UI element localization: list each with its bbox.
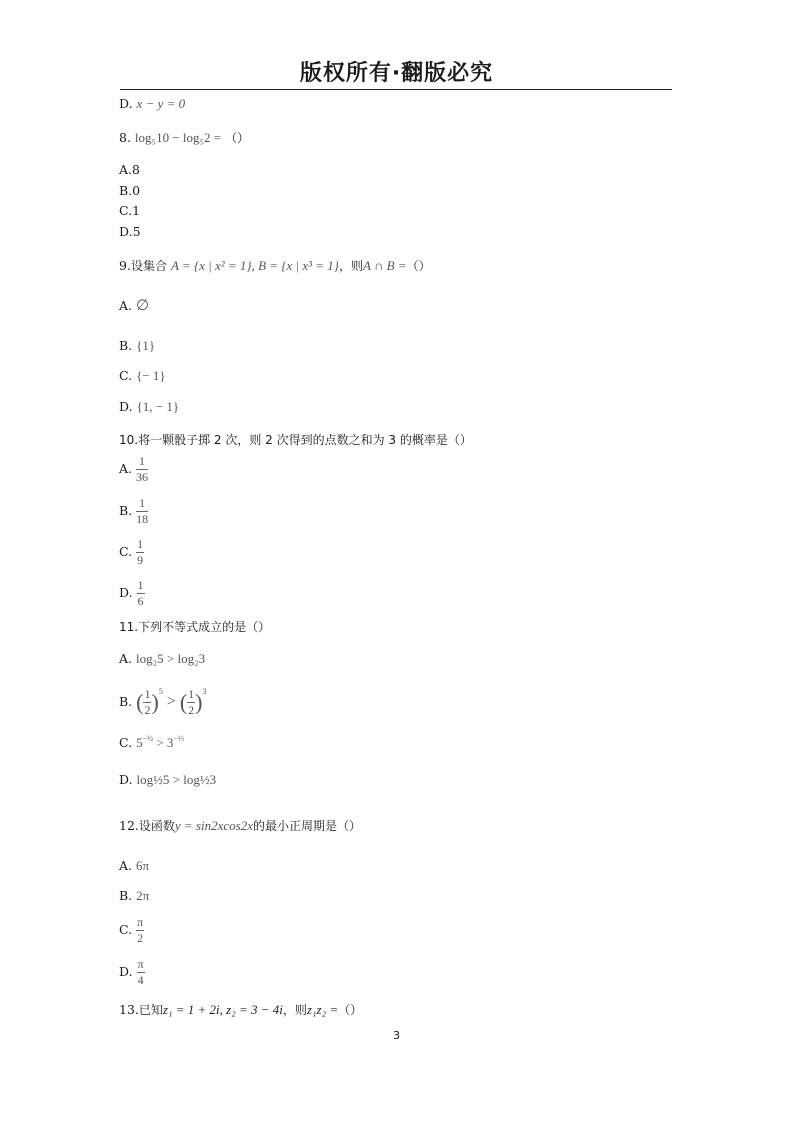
option-label: D. (119, 772, 133, 787)
q12-option-b (119, 888, 149, 904)
option-value: 2π (136, 888, 150, 903)
option-label: A. (119, 461, 133, 476)
option-label: C. (119, 544, 133, 559)
q13-stem (119, 1002, 362, 1018)
option-label: B. (119, 338, 133, 353)
option-label: C. (119, 922, 133, 937)
question-text: ，则 (282, 1003, 307, 1017)
q9-option-b (119, 338, 155, 354)
fraction (136, 497, 148, 526)
q8-option-a (119, 162, 140, 178)
option-label: D. (119, 585, 133, 600)
question-number: 11. (119, 620, 139, 634)
option-expr: x − y = 0 (136, 96, 186, 111)
option-label: C. (119, 203, 133, 218)
page-header-title: 版权所有·翻版必究 (299, 61, 494, 86)
numerator: 1 (139, 496, 146, 510)
q12-option-d (119, 958, 145, 987)
denominator: 36 (136, 470, 148, 484)
question-text: 将一颗骰子掷 2 次，则 2 次得到的点数之和为 3 的概率是（） (138, 433, 472, 447)
question-number: 12. (119, 818, 139, 833)
question-expr: log₅10 − log₅2 = (134, 130, 222, 145)
q10-option-d (119, 579, 145, 608)
option-label: C. (119, 368, 133, 383)
option-value: 6π (136, 858, 150, 873)
q8-option-d (119, 224, 141, 240)
exponent: −⅓ (173, 734, 184, 743)
denominator: 6 (137, 594, 144, 608)
exponent: −½ (142, 734, 154, 743)
question-text: 的最小正周期是（） (253, 819, 362, 833)
q9-stem (119, 258, 431, 274)
denominator: 18 (136, 512, 149, 526)
question-number: 8. (119, 130, 131, 145)
q11-option-b: B. ( $\frac{1}{2}$ )$^5$ > ( $\frac{1}{2}$ )$^3$ (119, 687, 207, 717)
option-value: 0 (132, 183, 141, 198)
question-number: 10. (119, 433, 139, 447)
option-expr: > 3 (153, 735, 174, 750)
q10-option-b (119, 497, 148, 526)
option-label: C. (119, 735, 133, 750)
option-label: D. (119, 224, 133, 239)
question-text: 设集合 (130, 259, 167, 273)
denominator: 2 (188, 703, 195, 717)
q10-stem (119, 432, 472, 448)
q10-option-a (119, 455, 148, 484)
option-label: D. (119, 96, 133, 111)
q9-option-c (119, 368, 166, 384)
question-expr: y = sin2xcos2x (174, 818, 253, 833)
question-text: 已知 (138, 1003, 163, 1017)
option-value: {− 1} (136, 368, 166, 383)
answer-blank: （） (338, 1003, 363, 1017)
option-value: 8 (132, 162, 140, 177)
q11-option-d (119, 772, 216, 788)
option-value: 5 (132, 224, 141, 239)
option-label: A. (119, 298, 133, 313)
q10-option-c (119, 538, 144, 567)
question-expr: z₁z₂ = (306, 1002, 339, 1017)
fraction (187, 688, 195, 717)
fraction (136, 455, 148, 484)
question-number: 13. (119, 1002, 139, 1017)
question-number: 9. (119, 258, 131, 273)
numerator: 1 (139, 454, 145, 468)
answer-blank: （） (225, 131, 250, 145)
fraction (136, 916, 144, 945)
question-expr: A ∩ B = (363, 258, 407, 273)
option-label: A. (119, 162, 133, 177)
numerator: π (137, 915, 144, 929)
page-number: 3 (393, 1029, 400, 1042)
exponent: 3 (202, 687, 207, 696)
q7-option-d (119, 96, 185, 112)
numerator: 1 (188, 687, 195, 701)
option-value: 1 (132, 203, 141, 218)
denominator: 2 (144, 703, 151, 717)
option-label: B. (119, 183, 133, 198)
q12-option-c (119, 916, 144, 945)
q9-option-d (119, 399, 179, 415)
question-expr: A = {x | x² = 1}, B = {x | x³ = 1} (170, 258, 339, 273)
q11-option-a (119, 651, 205, 667)
option-label: A. (119, 858, 133, 873)
q8-option-c (119, 203, 140, 219)
option-value: {1} (136, 338, 156, 353)
question-text: 设函数 (138, 819, 175, 833)
q8-stem (119, 130, 249, 146)
option-expr: log½5 > log½3 (136, 772, 217, 787)
question-expr: z₁ = 1 + 2i, z₂ = 3 − 4i (162, 1002, 283, 1017)
option-expr: 5 (136, 735, 143, 750)
option-label: D. (119, 399, 133, 414)
denominator: 9 (137, 553, 144, 567)
q8-option-b (119, 183, 140, 199)
denominator: 2 (137, 931, 144, 945)
option-value: {1, − 1} (136, 399, 180, 414)
q12-stem (119, 818, 361, 834)
question-text: ，则 (339, 259, 364, 273)
fraction (136, 538, 144, 567)
fraction (137, 958, 145, 987)
option-label: A. (119, 651, 133, 666)
question-text: 下列不等式成立的是（） (138, 620, 271, 634)
option-expr: log₂5 > log₂3 (136, 651, 206, 666)
operator: > (166, 693, 176, 710)
q11-stem (119, 619, 270, 635)
q9-option-a (119, 298, 149, 314)
option-label: B. (119, 694, 133, 709)
numerator: 1 (137, 537, 144, 551)
option-label: B. (119, 503, 133, 518)
denominator: 4 (137, 973, 144, 987)
numerator: 1 (144, 687, 151, 701)
option-label: D. (119, 964, 133, 979)
q12-option-a (119, 858, 149, 874)
exponent: 5 (158, 687, 163, 696)
header-divider (120, 89, 672, 90)
option-label: B. (119, 888, 133, 903)
q11-option-c (119, 735, 184, 751)
fraction (137, 579, 145, 608)
answer-blank: （） (406, 259, 431, 273)
numerator: 1 (137, 578, 144, 592)
option-value: ∅ (136, 298, 150, 314)
numerator: π (137, 957, 144, 971)
